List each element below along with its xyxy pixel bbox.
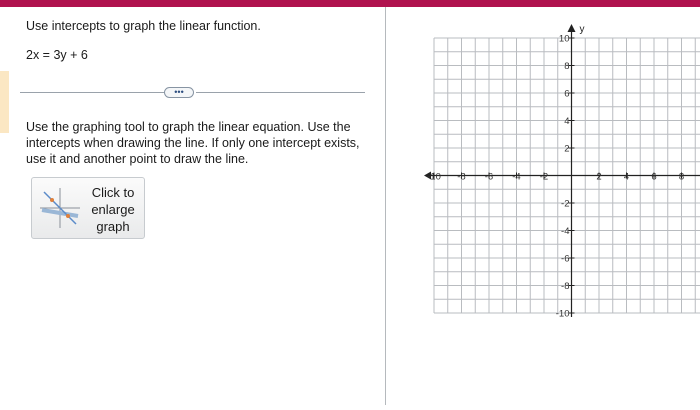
accent-strip [0,71,9,133]
y-tick-label: 8 [564,61,570,72]
equation-text: 2x = 3y + 6 [26,48,88,62]
y-axis-arrow-icon [568,24,576,32]
x-tick-label: -2 [539,171,549,183]
y-axis-label: y [579,24,585,35]
top-accent-bar [0,0,700,7]
x-tick-label: 8 [678,171,685,183]
divider [20,92,165,93]
x-tick-label: 2 [596,171,602,183]
x-tick-label: -8 [457,171,466,183]
y-tick-label: 10 [558,33,570,45]
x-tick-label: 4 [623,171,630,183]
graph-panel [386,7,700,405]
more-button[interactable]: ••• [164,87,194,98]
x-tick-label: 6 [651,171,657,183]
x-tick-label: -4 [512,171,521,183]
y-tick-label: -10 [555,308,570,320]
divider [196,92,365,93]
coordinate-graph[interactable] [386,7,700,405]
y-tick-label: -8 [561,281,570,292]
graph-instructions-text: Use the graphing tool to graph the linear equation. Use the intercepts when drawing the line. If only one intercept exists, use it and another point to draw the line. [26,120,360,166]
y-tick-label: 4 [564,116,570,127]
y-tick-label: -4 [561,226,570,237]
graph-thumbnail-icon [36,184,84,232]
enlarge-graph-button[interactable] [31,177,145,239]
x-tick-label: -10 [427,171,441,183]
y-tick-label: -2 [561,198,570,210]
y-tick-label: 2 [564,143,570,155]
x-tick-label: -6 [484,171,494,183]
y-tick-label: -6 [561,253,570,265]
question-panel [0,7,385,405]
enlarge-graph-label: Click to enlarge graph [91,185,135,234]
y-tick-label: 6 [564,88,570,100]
instruction-text: Use intercepts to graph the linear function. [26,19,261,33]
